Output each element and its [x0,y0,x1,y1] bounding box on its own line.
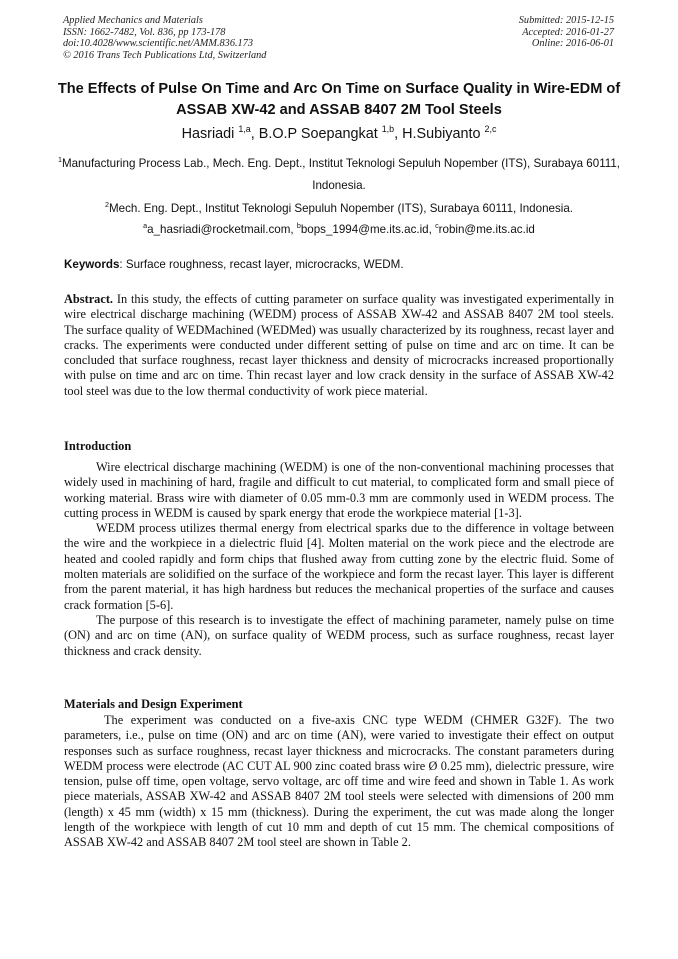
author-emails [40,219,638,241]
affiliation-text: Manufacturing Process Lab., Mech. Eng. Dept., Institut Teknologi Sepuluh Nopember (ITS), Surabaya 60111, Indonesia. [61,157,621,192]
keywords [64,257,404,273]
accepted-date: Accepted: 2016-01-27 [522,26,614,38]
abstract-paragraph [64,292,614,399]
email-mark: a [143,221,148,231]
online-date: Online: 2016-06-01 [531,38,614,50]
author-list [40,124,638,144]
author-affiliation-mark: 2,c [484,124,497,135]
email-address: bops_1994@me.its.ac.id, [300,223,436,236]
paragraph: The purpose of this research is to investigate the effect of machining parameter, namely pulse on time (ON) and arc on time (AN), on surface quality of WEDM process, such as surface roughness, recast layer thickness and crack density. [64,612,614,658]
author-name: Hasriadi [181,126,239,142]
email-mark: b [296,221,301,231]
journal-name: Applied Mechanics and Materials [63,15,203,26]
section-introduction [64,460,614,659]
affiliation [40,198,638,220]
author-affiliation-mark: 1,b [381,124,395,135]
section-materials [64,713,614,851]
abstract [64,292,614,399]
affiliation-text: Mech. Eng. Dept., Institut Teknologi Sepuluh Nopember (ITS), Surabaya 60111, Indonesia. [108,202,574,215]
abstract-label: Abstract. [64,292,114,306]
affiliation-mark: 1 [57,155,62,165]
doi: doi:10.4028/www.scientific.net/AMM.836.173 [63,38,253,50]
submitted-date: Submitted: 2015-12-15 [518,15,614,26]
paragraph: WEDM process utilizes thermal energy from electrical sparks due to the difference in voltage between the wire and the workpiece in a dielectric fluid [4]. Molten material on the work piece and the electrode are heated and cooled rapidly and form chips that flushed away from cutting zone by the electric fluid. Some of molten materials are solidified on the surface of the workpiece and form the recast layer. This layer is different from the parent material, it has high hardness but reduces the mechanical properties of the surface and causes crack formation [5-6]. [64,521,614,612]
author-affiliation-mark: 1,a [238,124,251,135]
affiliation-mark: 2 [104,200,109,210]
author-name: H.Subiyanto [402,126,485,142]
section-heading-introduction: Introduction [64,439,132,453]
publication-dates [519,15,614,50]
author-name: B.O.P Soepangkat [258,126,382,142]
journal-info [63,15,266,61]
paragraph: The experiment was conducted on a five-axis CNC type WEDM (CHMER G32F). The two parameters, i.e., pulse on time (ON) and arc on time (AN), were varied to investigate their effect on output responses such as surface roughness, recast layer thickness and microcracks. The constant parameters during WEDM process were electrode (AC CUT AL 900 zinc coated brass wire Ø 0.25 mm), dielectric pressure, wire tension, pulse off time, open voltage, servo voltage, arc off time and wire feed and shown in Table 1. As work piece materials, ASSAB XW-42 and ASSAB 8407 2M tool steels were selected with dimensions of 200 mm (length) x 45 mm (width) x 15 mm (thickness). During the experiment, the cut was made along the longer length of the workpiece with length of cut 10 mm and depth of cut 15 mm. The chemical compositions of ASSAB XW-42 and ASSAB 8407 2M tool steel are shown in Table 2. [64,713,614,850]
keywords-label: Keywords [64,258,120,271]
affiliation [40,153,638,197]
paper-title: The Effects of Pulse On Time and Arc On Time on Surface Quality in Wire-EDM of ASSAB XW-42 and ASSAB 8407 2M Tool Steels [57,81,621,118]
issn: ISSN: 1662-7482, Vol. 836, pp 173-178 [63,26,226,38]
email-address: robin@me.its.ac.id [438,223,535,236]
paragraph: Wire electrical discharge machining (WEDM) is one of the non-conventional machining processes that widely used in machining of hard, fragile and difficult to cut material, to complicated form and small piece of working material. Brass wire with diameter of 0.05 mm-0.3 mm are commonly used in WEDM process. The cutting process in WEDM is caused by spark energy that erode the workpiece material [1-3]. [64,460,614,520]
abstract-text: In this study, the effects of cutting parameter on surface quality was investigated experimentally in wire electrical discharge machining (WEDM) process of ASSAB XW-42 and ASSAB 8407 2M tool steels. The surface quality of WEDMachined (WEDMed) was usually characterized by its roughness, recast layer and cracks. The experiments were conducted under different setting of pulse on time and arc on time. It can be concluded that surface roughness, recast layer thickness and density of microcracks increased proportionally with pulse on time and arc on time. Thin recast layer and low crack density in the surface of ASSAB XW-42 tool steel was due to the low thermal conductivity of work piece material. [64,292,614,398]
email-address: a_hasriadi@rocketmail.com, [147,223,297,236]
author-separator: , [394,126,403,142]
email-mark: c [435,221,439,231]
section-heading-materials: Materials and Design Experiment [64,697,243,711]
copyright: © 2016 Trans Tech Publications Ltd, Switzerland [63,49,267,61]
keywords-text: : Surface roughness, recast layer, microcracks, WEDM. [119,258,404,271]
author-separator: , [250,126,259,142]
